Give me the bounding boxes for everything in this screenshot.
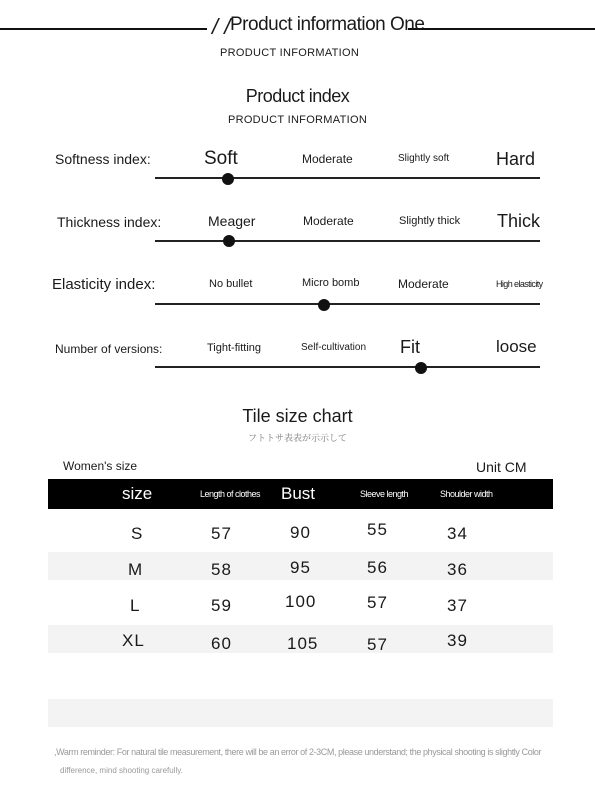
table-cell: 56: [367, 558, 388, 577]
table-cell: 59: [211, 596, 232, 615]
warm-reminder-line-2: difference, mind shooting carefully.: [60, 766, 183, 775]
header-length: Length of clothes: [200, 489, 261, 499]
softness-label: Softness index:: [55, 151, 151, 167]
elasticity-scale-line: [155, 303, 540, 305]
versions-scale-line: [155, 366, 540, 368]
table-cell: 36: [447, 560, 468, 579]
versions-option-3: Fit: [400, 337, 420, 357]
size-chart-title: Tile size chart: [242, 406, 353, 426]
product-index-subtitle: PRODUCT INFORMATION: [227, 114, 368, 126]
header-rule-left: [0, 28, 207, 30]
header-size: size: [122, 484, 153, 503]
elasticity-option-3: Moderate: [398, 277, 449, 291]
table-cell: 58: [211, 560, 232, 579]
size-chart-unit: Unit CM: [476, 459, 527, 475]
header-sleeve: Sleeve length: [360, 489, 409, 499]
table-cell: S: [131, 524, 144, 543]
table-cell: 60: [211, 634, 232, 653]
softness-scale-line: [155, 177, 540, 179]
table-cell: 90: [290, 523, 311, 542]
versions-option-1: Tight-fitting: [207, 342, 262, 354]
thickness-option-1: Meager: [208, 213, 256, 229]
versions-label: Number of versions:: [55, 342, 163, 356]
table-cell: 105: [287, 634, 319, 653]
table-cell: 37: [447, 596, 468, 615]
table-cell: L: [130, 596, 141, 615]
table-cell: 95: [290, 558, 311, 577]
header-slash-icon: / /: [212, 14, 231, 39]
table-cell: M: [128, 560, 144, 579]
thickness-option-4: Thick: [497, 211, 541, 231]
versions-option-2: Self-cultivation: [301, 342, 367, 353]
size-table-header: [48, 479, 553, 509]
header-shoulder: Shoulder width: [440, 489, 493, 499]
table-cell: 39: [447, 631, 468, 650]
versions-option-4: loose: [496, 337, 537, 356]
elasticity-option-2: Micro bomb: [302, 277, 360, 289]
softness-option-2: Moderate: [302, 152, 353, 166]
thickness-label: Thickness index:: [57, 214, 162, 230]
table-cell: 57: [211, 524, 232, 543]
elasticity-marker: [318, 299, 330, 311]
header-rule-right: [408, 28, 595, 30]
table-cell: XL: [122, 631, 145, 650]
thickness-marker: [223, 235, 235, 247]
header-bust: Bust: [281, 484, 316, 503]
table-cell: 57: [367, 635, 388, 654]
thickness-option-3: Slightly thick: [399, 215, 461, 227]
elasticity-label: Elasticity index:: [52, 276, 156, 293]
size-chart-caption: Women's size: [63, 459, 138, 473]
table-cell: 55: [367, 520, 388, 539]
softness-option-4: Hard: [496, 149, 536, 169]
product-index-title: Product index: [245, 86, 350, 106]
thickness-scale-line: [155, 240, 540, 242]
softness-option-3: Slightly soft: [398, 153, 450, 164]
table-cell: 34: [447, 524, 468, 543]
elasticity-option-1: No bullet: [209, 278, 253, 290]
softness-marker: [222, 173, 234, 185]
table-row-bg: [48, 699, 553, 727]
thickness-option-2: Moderate: [303, 214, 354, 228]
header-title: Product information One: [230, 14, 425, 35]
table-cell: 57: [367, 593, 388, 612]
warm-reminder-line-1: ,Warm reminder: For natural tile measurement, there will be an error of 2-3CM, please understand; the physical shooting is slightly Color: [54, 747, 542, 757]
header-subtitle: PRODUCT INFORMATION: [220, 47, 360, 59]
versions-marker: [415, 362, 427, 374]
softness-option-1: Soft: [204, 148, 238, 169]
size-chart-subtitle: フトトサ表表が示示して: [247, 433, 347, 443]
elasticity-option-4: High elasticity: [496, 279, 543, 289]
table-cell: 100: [285, 592, 317, 611]
